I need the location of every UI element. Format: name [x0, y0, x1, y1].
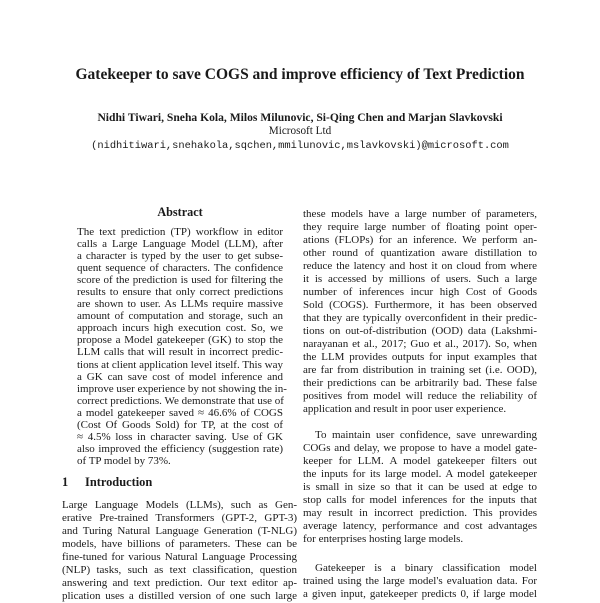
- text-line: are far from distribution in training set (i.e. OOD),: [303, 364, 537, 376]
- text-line: improve user experience by not showing the in-: [77, 382, 287, 395]
- introduction-paragraph-4: [303, 562, 537, 601]
- paper-title: Gatekeeper to save COGS and improve efficiency of Text Prediction: [75, 66, 525, 83]
- text-line: (NLP) tasks, such as text classification, question: [62, 564, 297, 576]
- text-line: COGs and delay, we propose to have a model gate-: [303, 442, 537, 454]
- text-line: they require large number of floating point oper-: [303, 221, 537, 233]
- abstract-body: [77, 226, 287, 467]
- text-line: a character is typed by the user to get subse-: [77, 250, 283, 263]
- author-emails: (nidhitiwari,snehakola,sqchen,mmilunovic,mslavkovski)@microsoft.com: [91, 140, 509, 152]
- text-line: erative Pre-trained Transformers (GPT-2, GPT-3): [62, 512, 297, 524]
- text-line: correct predictions. We demonstrate that use of: [77, 394, 284, 407]
- introduction-paragraph-2: [303, 208, 537, 416]
- text-line: answering and text prediction. Our text editor ap-: [62, 577, 297, 589]
- text-line: and Turing Natural Language Generation (T-NLG): [62, 525, 297, 537]
- text-line: may result in incorrect prediction. This provides: [303, 507, 537, 519]
- text-line: a GK can save cost of model inference and: [77, 370, 283, 383]
- section-title: Introduction: [85, 475, 153, 489]
- text-line: fine-tuned for various Natural Language Processing: [62, 551, 297, 563]
- text-line: also improved the efficiency (suggestion rate): [77, 442, 283, 455]
- text-line: is small in size so that it can be used at edge to: [303, 481, 537, 493]
- text-line: calls a Large Language Model (LLM), after: [77, 238, 283, 251]
- text-line: approach incurs high execution cost. So, we: [77, 322, 283, 335]
- text-line: other round of quantization aware distillation to: [303, 247, 537, 259]
- introduction-paragraph-1: [62, 499, 297, 603]
- text-line: ≈ 4.5% loss in character saving. Use of GK: [77, 430, 283, 443]
- text-line: positives from model will reduce the reliability of: [303, 390, 537, 402]
- text-line: Large Language Models (LLMs), such as Gen-: [62, 499, 297, 511]
- text-line: a given input, gatekeeper predicts 0, if large model: [303, 588, 537, 600]
- text-line: quent sequence of characters. The confidence: [77, 262, 283, 275]
- text-line: a model gatekeeper saved ≈ 46.6% of COGS: [77, 406, 283, 419]
- text-line: it is accessed by millions of users. Such a large: [303, 273, 537, 285]
- text-line: stop calls for model inferences for the inputs that: [303, 494, 537, 506]
- text-line: plication uses a distilled version of one such large: [62, 590, 297, 602]
- text-line: Gatekeeper is a binary classification model: [315, 562, 537, 574]
- text-line: for enterprises hosting large models.: [303, 533, 464, 545]
- affiliation: Microsoft Ltd: [268, 125, 332, 137]
- text-line: trained using the large model's evaluation data. For: [303, 575, 537, 587]
- text-line: are shown to user. As LLMs require massive: [77, 298, 283, 311]
- text-line: LLM calls that will result in incorrect predic-: [77, 346, 283, 359]
- text-line: The text prediction (TP) workflow in editor: [77, 226, 283, 238]
- introduction-paragraph-3: [303, 429, 537, 546]
- text-line: number of inferences incur high Cost of Goods: [303, 286, 537, 298]
- text-line: keeper for LLM. A model gatekeeper filters out: [303, 455, 537, 467]
- text-line: of TP model by 73%.: [77, 454, 171, 467]
- text-line: tions on out-of-distribution (OOD) data (Lakshmi-: [303, 325, 537, 337]
- text-line: the LLM provides outputs for input examples that: [303, 351, 537, 363]
- text-line: average latency, performance and cost advantages: [303, 520, 537, 532]
- text-line: models, have billions of parameters. These can be: [62, 538, 297, 550]
- text-line: tions at client application level itself. This way: [77, 358, 283, 371]
- text-line: ations (FLOPs) for an inference. We perform an-: [303, 234, 537, 246]
- text-line: Sold (COGS). Furthermore, it has been observed: [303, 299, 537, 311]
- text-line: To maintain user confidence, save unrewarding: [315, 429, 537, 441]
- text-line: propose a Model gatekeeper (GK) to stop the: [77, 334, 283, 347]
- text-line: (Cost Of Goods Sold) for TP, at the cost of: [77, 418, 283, 431]
- section-heading-introduction: [62, 475, 152, 490]
- text-line: application and result in poor user experience.: [303, 403, 507, 415]
- text-line: these models have a large number of parameters,: [303, 208, 537, 220]
- text-line: results to ensure that only correct predictions: [77, 286, 283, 299]
- text-line: their predictions can be arbitrarily bad. These false: [303, 377, 537, 389]
- text-line: narayanan et al., 2017; Guo et al., 2017). So, when: [303, 338, 537, 350]
- section-number: 1: [62, 475, 69, 489]
- abstract-heading: Abstract: [157, 205, 203, 219]
- text-line: the inputs for its large model. A model gatekeeper: [303, 468, 537, 480]
- text-line: amount of computation and storage, such an: [77, 310, 283, 323]
- text-line: reduce the latency and host it on cloud from where: [303, 260, 537, 272]
- author-list: Nidhi Tiwari, Sneha Kola, Milos Milunovic, Si-Qing Chen and Marjan Slavkovski: [97, 111, 503, 124]
- text-line: that they are typically overconfident in their predic-: [303, 312, 537, 324]
- text-line: score of the prediction is used for filtering the: [77, 274, 283, 287]
